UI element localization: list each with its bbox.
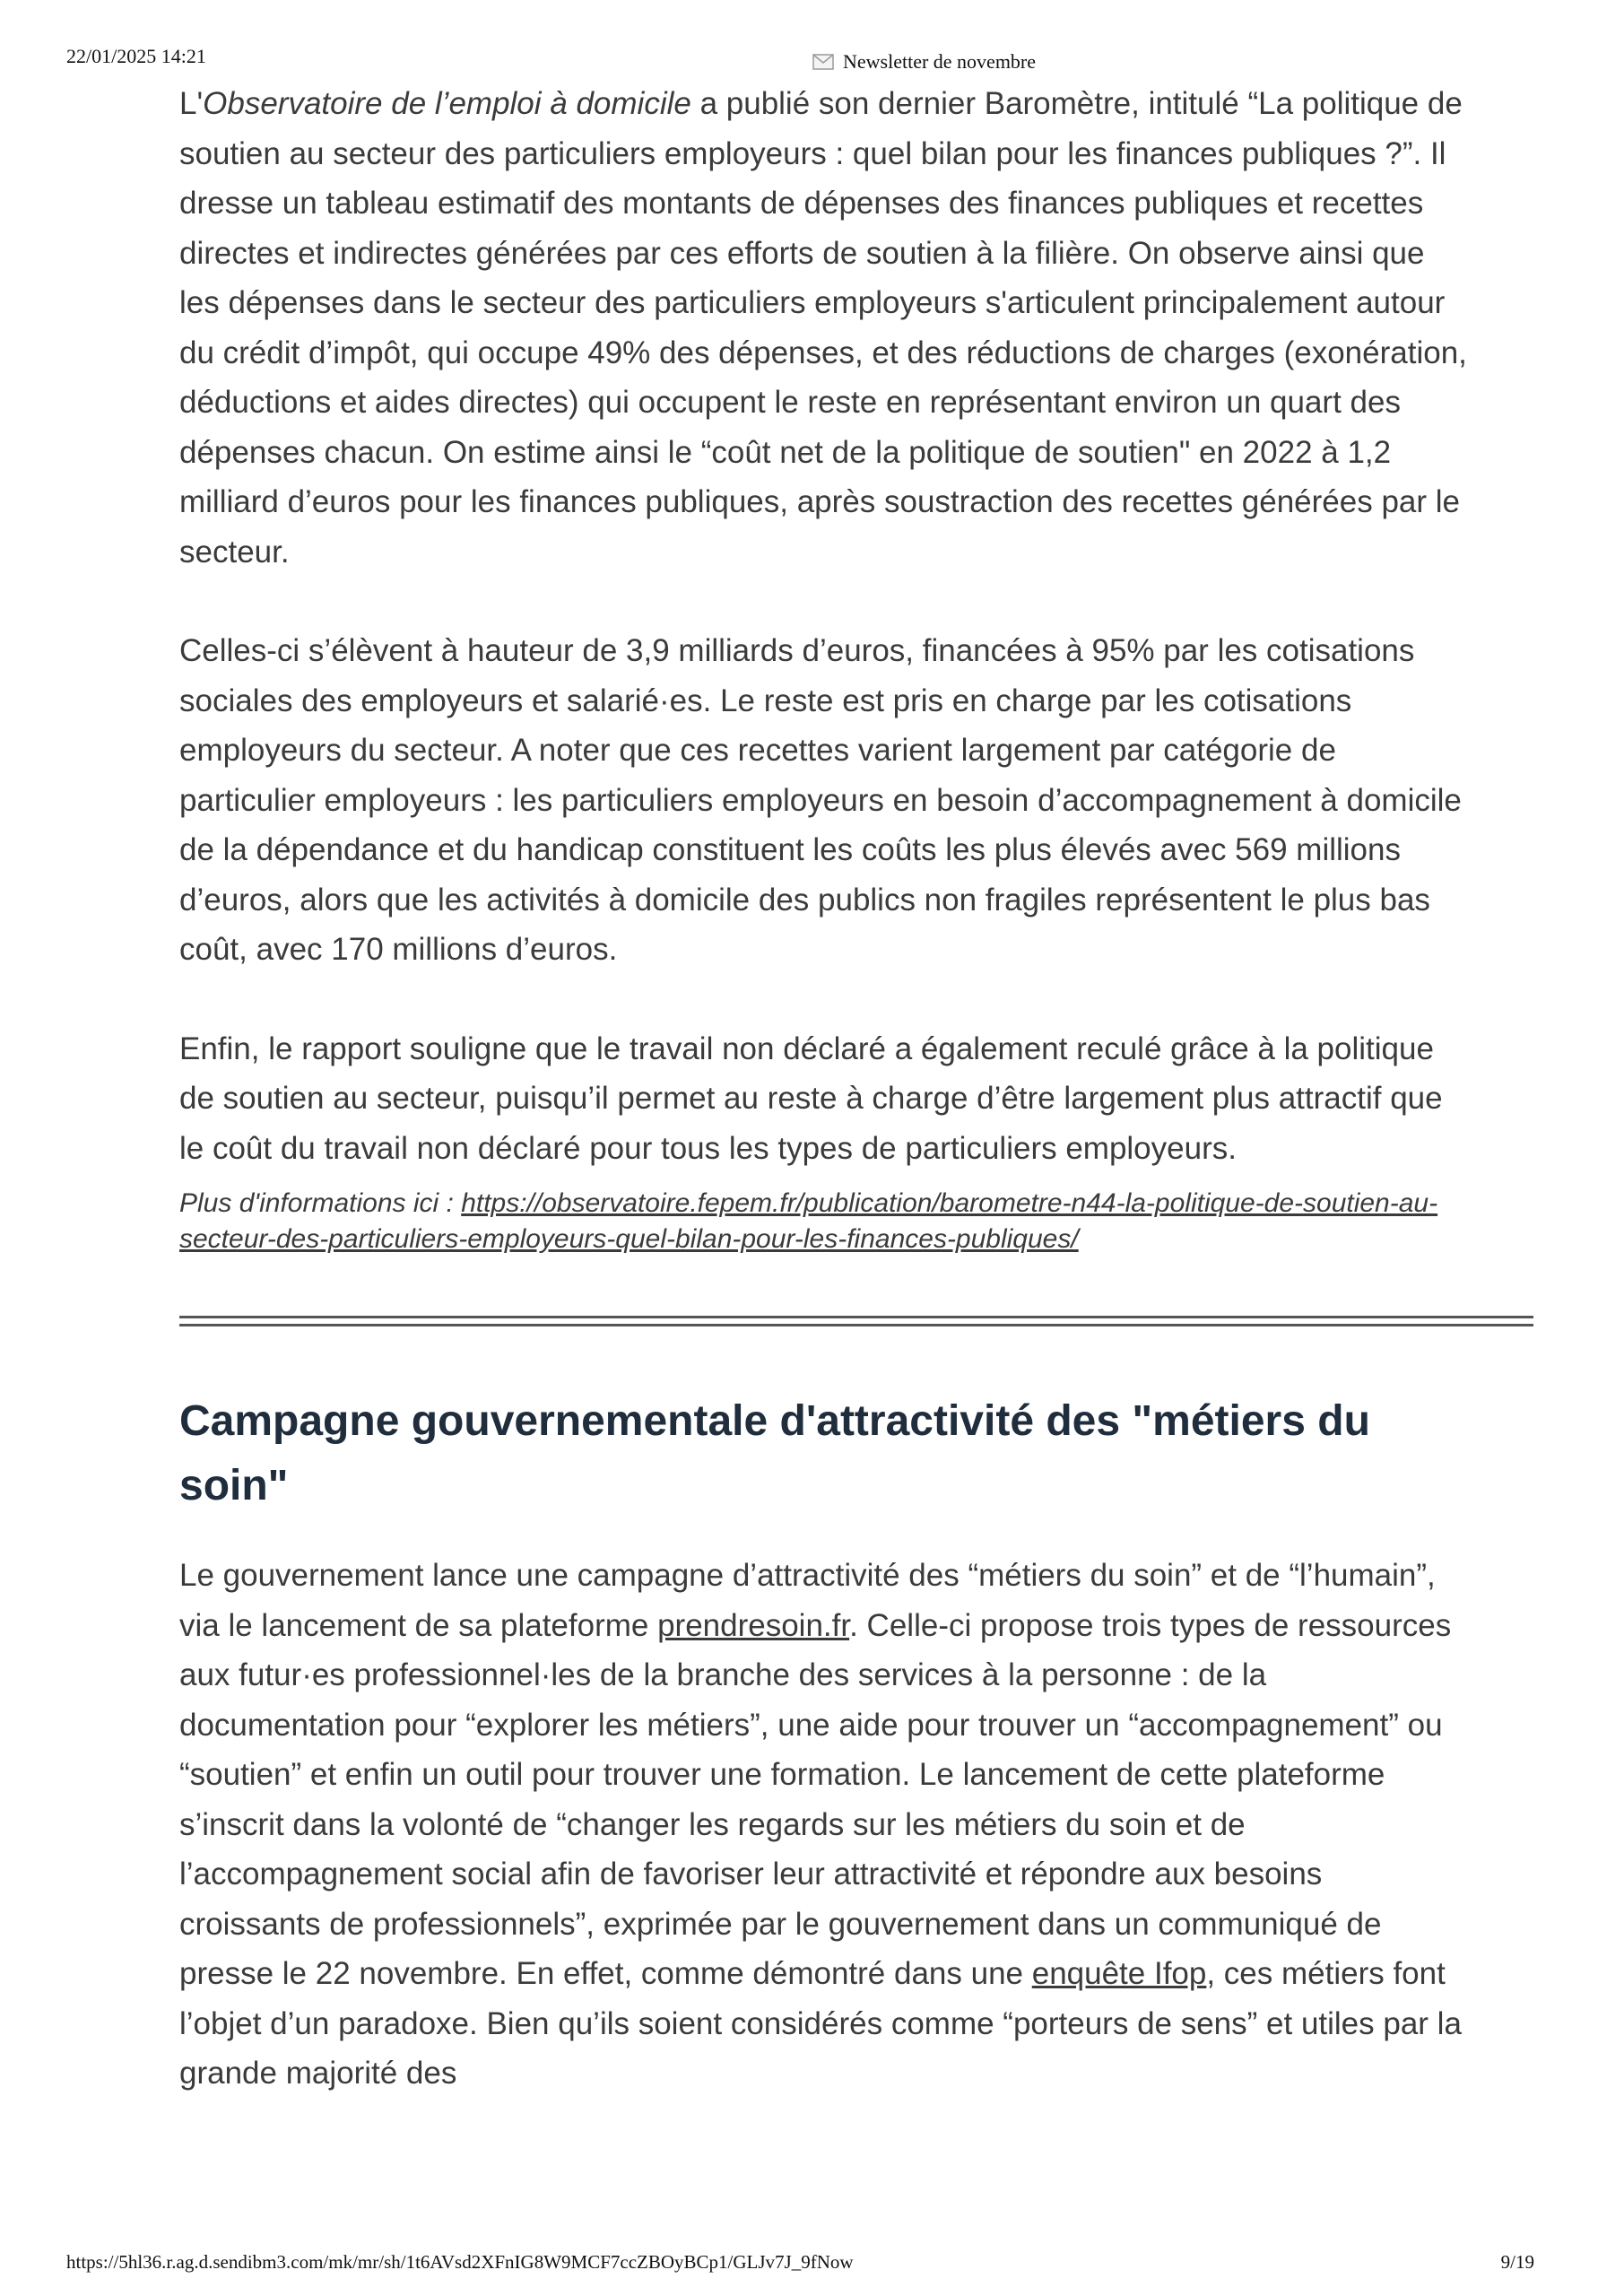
section-divider [179, 1316, 1533, 1326]
print-header-title [812, 50, 1036, 74]
text-span: Le gouvernement lance une campagne d’attractivité des “métiers du soin” et de “l’humain”, via le lancement de sa plateforme [179, 1558, 1436, 1643]
print-footer-page-number: 9/19 [1500, 2251, 1534, 2273]
observatoire-name: Observatoire de l’emploi à domicile [203, 86, 691, 121]
more-info-label: Plus d'informations ici : [179, 1188, 462, 1218]
newsletter-title: Newsletter de novembre [843, 50, 1037, 73]
ifop-survey-link[interactable]: enquête Ifop [1031, 1956, 1207, 1991]
observatoire-link[interactable]: https://observatoire.fepem.fr/publication/barometre-n44-la-politique-de-soutien-au-secteur-des-particuliers-employeurs-quel-bilan-pour-les-finances-publiques/ [179, 1188, 1438, 1254]
print-header-date: 22/01/2025 14:21 [66, 45, 206, 67]
text-span: . Celle-ci propose trois types de ressources aux futur·es professionnel·les de la branche des services à la personne : de la documentation pour “explorer les métiers”, une aide pour trouver un “accompagnement” ou “soutien” et enfin un outil pour trouver une formation. Le lancement de cette plateforme s’inscrit dans la volonté de “changer les regards sur les métiers du soin et de l’accompagnement social afin de favoriser leur attractivité et répondre aux besoins croissants de professionnels”, exprimée par le gouvernement dans un communiqué de presse le 22 novembre. En effet, comme démontré dans une [179, 1607, 1452, 1991]
envelope-icon [812, 54, 834, 70]
print-footer-url: https://5hl36.r.ag.d.sendibm3.com/mk/mr/sh/1t6AVsd2XFnIG8W9MCF7ccZBOyBCp1/GLJv7J_9fNow [66, 2251, 854, 2273]
text-span: a publié son dernier Baromètre, intitulé “La politique de soutien au secteur des particuliers employeurs : quel bilan pour les finances publiques ?”. Il dresse un tableau estimatif des montants de dépenses des finances publiques et recettes directes et indirectes générées par ces efforts de soutien à la filière. On observe ainsi que les dépenses dans le secteur des particuliers employeurs s'articulent principalement autour du crédit d’impôt, qui occupe 49% des dépenses, et des réductions de charges (exonération, déductions et aides directes) qui occupent le reste en représentant environ un quart des dépenses chacun. On estime ainsi le “coût net de la politique de soutien" en 2022 à 1,2 milliard d’euros pour les finances publiques, après soustraction des recettes générées par le secteur. [179, 86, 1467, 570]
section-title: Campagne gouvernementale d'attractivité des "métiers du soin" [179, 1397, 1370, 1509]
newsletter-content [179, 79, 1471, 2099]
text-span: , ces métiers font l’objet d’un paradoxe. Bien qu’ils soient considérés comme “porteurs de sens” et utiles par la grande majorité des [179, 1956, 1462, 2091]
article1-paragraph-3: Enfin, le rapport souligne que le travail non déclaré a également reculé grâce à la politique de soutien au secteur, puisqu’il permet au reste à charge d’être largement plus attractif que le coût du travail non déclaré pour tous les types de particuliers employeurs. [179, 1031, 1443, 1166]
prendresoin-link[interactable]: prendresoin.fr [657, 1607, 850, 1643]
more-info [179, 1186, 1471, 1257]
article1-paragraph-1 [179, 79, 1471, 577]
article1-paragraph-2: Celles-ci s’élèvent à hauteur de 3,9 milliards d’euros, financées à 95% par les cotisations sociales des employeurs et salarié·es. Le reste est pris en charge par les cotisations employeurs du secteur. A noter que ces recettes varient largement par catégorie de particulier employeurs : les particuliers employeurs en besoin d’accompagnement à domicile de la dépendance et du handicap constituent les coûts les plus élevés avec 569 millions d’euros, alors que les activités à domicile des publics non fragiles représentent le plus bas coût, avec 170 millions d’euros. [179, 633, 1462, 967]
text-span: L' [179, 86, 204, 121]
article2-paragraph-1 [179, 1551, 1471, 2099]
